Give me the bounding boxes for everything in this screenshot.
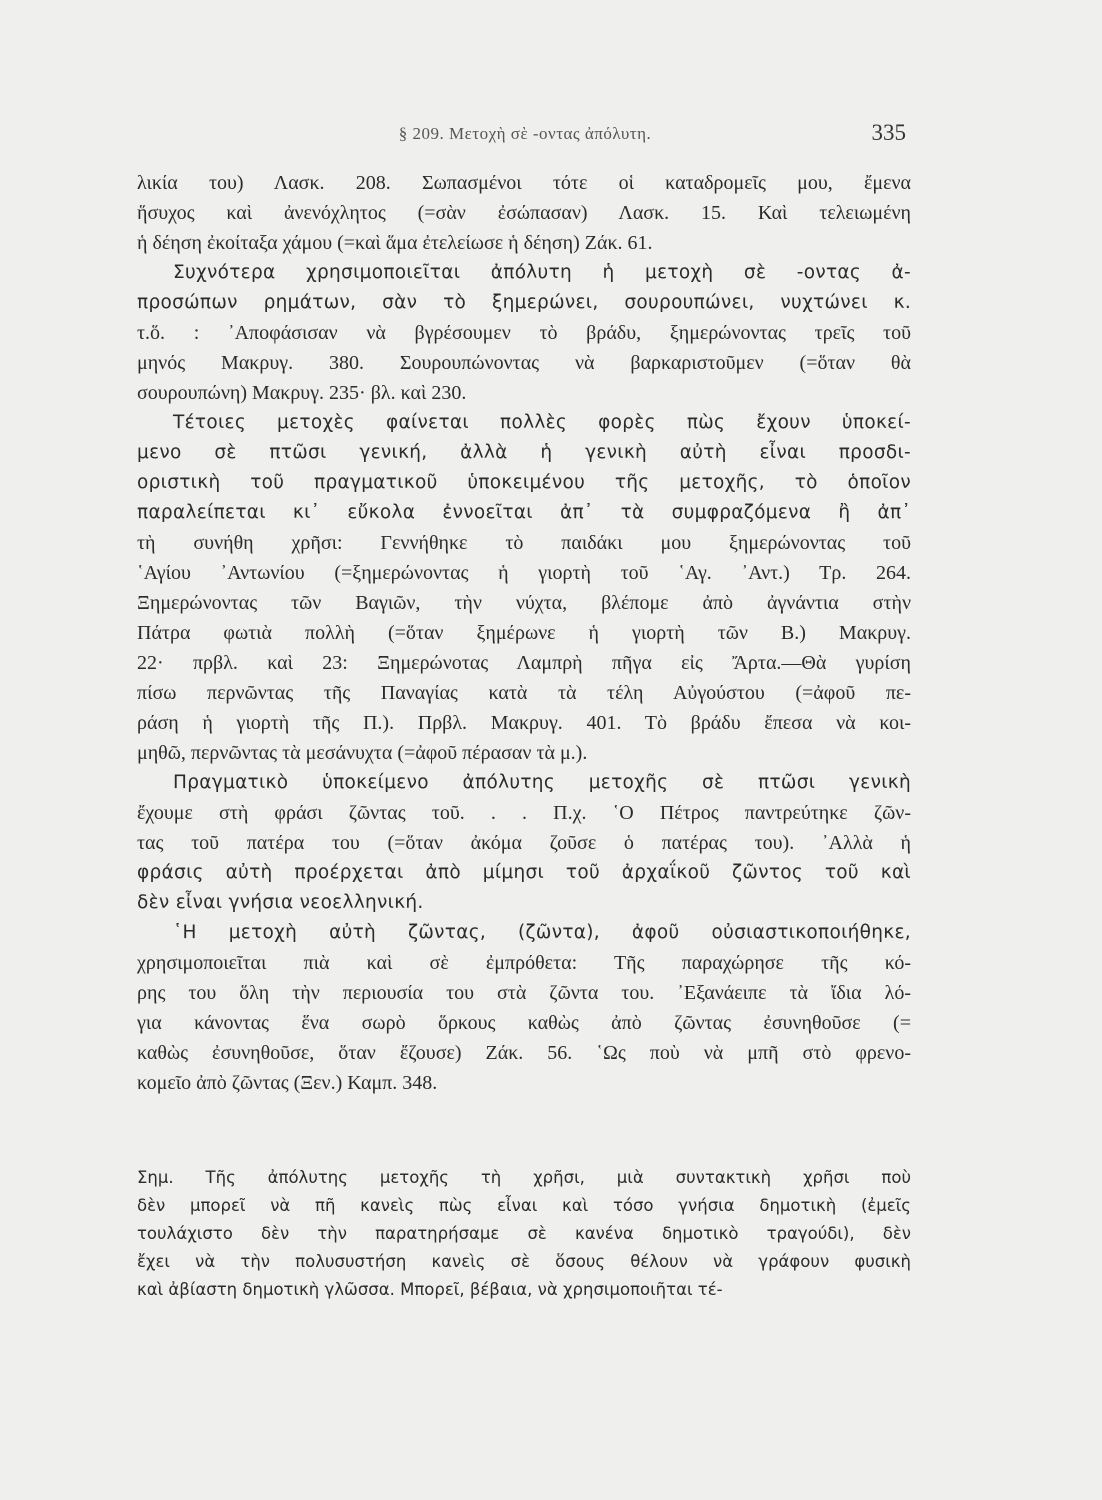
- text-line: ῾Αγίου ᾿Αντωνίου (=ξημερώνοντας ἡ γιορτὴ τοῦ ῾Αγ. ᾿Αντ.) Τρ. 264.: [137, 562, 911, 584]
- text-line: ράση ἡ γιορτὴ τῆς Π.). Πρβλ. Μακρυγ. 401. Τὸ βράδυ ἔπεσα νὰ κοι-: [137, 712, 911, 734]
- running-head: § 209. Μετοχὴ σὲ -οντας ἀπόλυτη.: [398, 124, 652, 143]
- text-line: πίσω περνῶντας τῆς Παναγίας κατὰ τὰ τέλη Αὐγούστου (=ἀφοῦ πε-: [137, 682, 911, 704]
- text-line: ἥσυχος καὶ ἀνενόχλητος (=σὰν ἐσώπασαν) Λασκ. 15. Καὶ τελειωμένη: [137, 202, 911, 224]
- text-line: λικία του) Λασκ. 208. Σωπασμένοι τότε οἱ καταδρομεῖς μου, ἔμενα: [137, 172, 911, 194]
- note-line: καὶ ἀβίαστη δημοτικὴ γλῶσσα. Μπορεῖ, βέβαια, νὰ χρησιμοποιῆται τέ-: [137, 1280, 723, 1299]
- text-line: τας τοῦ πατέρα του (=ὅταν ἀκόμα ζοῦσε ὁ πατέρας του). ᾿Αλλὰ ἡ: [137, 832, 911, 854]
- text-line: χρησιμοποιεῖται πιὰ καὶ σὲ ἐμπρόθετα: Τῆς παραχώρησε τῆς κό-: [137, 952, 911, 974]
- note-line: ἔχει νὰ τὴν πολυσυστήση κανεὶς σὲ ὅσους θέλουν νὰ γράφουν φυσικὴ: [137, 1252, 911, 1271]
- footnote: [137, 1164, 911, 1304]
- text-line: ἔχουμε στὴ φράσι ζῶντας τοῦ. . . Π.χ. ῾Ο Πέτρος παντρεύτηκε ζῶν-: [137, 802, 911, 824]
- text-line: τὴ συνήθη χρῆσι: Γεννήθηκε τὸ παιδάκι μου ξημερώνοντας τοῦ: [137, 532, 911, 554]
- text-line: παραλείπεται κι᾿ εὔκολα ἐννοεῖται ἀπ᾿ τὰ συμφραζόμενα ἢ ἀπ᾿: [137, 502, 911, 523]
- note-line: Σημ. Τῆς ἀπόλυτης μετοχῆς τὴ χρῆσι, μιὰ συντακτικὴ χρῆσι ποὺ: [137, 1168, 911, 1187]
- body-text: [137, 168, 911, 1098]
- page-header: [140, 120, 910, 154]
- text-line: μηθῶ, περνῶντας τὰ μεσάνυχτα (=ἀφοῦ πέρασαν τὰ μ.).: [137, 742, 588, 764]
- text-line: κομεῖο ἀπὸ ζῶντας (Ξεν.) Καμπ. 348.: [137, 1072, 438, 1094]
- paragraph-start: ῾Η μετοχὴ αὐτὴ ζῶντας, (ζῶντα), ἀφοῦ οὐσιαστικοποιήθηκε,: [173, 922, 911, 943]
- paragraph-start: Συχνότερα χρησιμοποιεῖται ἀπόλυτη ἡ μετοχὴ σὲ -οντας ἀ-: [173, 262, 911, 283]
- text-line: τ.ὅ. : ᾿Αποφάσισαν νὰ βγρέσουμεν τὸ βράδυ, ξημερώνοντας τρεῖς τοῦ: [137, 322, 911, 344]
- paragraph-start: Πραγματικὸ ὑποκείμενο ἀπόλυτης μετοχῆς σὲ πτῶσι γενικὴ: [173, 772, 911, 793]
- text-line: φράσις αὐτὴ προέρχεται ἀπὸ μίμησι τοῦ ἀρχαΐκοῦ ζῶντος τοῦ καὶ: [137, 862, 911, 883]
- text-line: Πάτρα φωτιὰ πολλὴ (=ὅταν ξημέρωνε ἡ γιορτὴ τῶν Β.) Μακρυγ.: [137, 622, 911, 644]
- text-line: ρης του ὅλη τὴν περιουσία του στὰ ζῶντα του. ᾿Εξανάειπε τὰ ἴδια λό-: [137, 982, 911, 1004]
- paragraph-start: Τέτοιες μετοχὲς φαίνεται πολλὲς φορὲς πὼς ἔχουν ὑποκεί-: [173, 412, 911, 433]
- text-line: Ξημερώνοντας τῶν Βαγιῶν, τὴν νύχτα, βλέπομε ἀπὸ ἀγνάντια στὴν: [137, 592, 911, 614]
- text-line: ἡ δέηση ἐκοίταξα χάμου (=καὶ ἅμα ἐτελείωσε ἡ δέηση) Ζάκ. 61.: [137, 232, 653, 254]
- text-line: καθὼς ἐσυνηθοῦσε, ὅταν ἔζουσε) Ζάκ. 56. ῾Ως ποὺ νὰ μπῆ στὸ φρενο-: [137, 1042, 911, 1064]
- text-line: σουρουπώνη) Μακρυγ. 235· βλ. καὶ 230.: [137, 382, 467, 404]
- page-number: 335: [871, 120, 906, 145]
- text-line: μενο σὲ πτῶσι γενική, ἀλλὰ ἡ γενικὴ αὐτὴ εἶναι προσδι-: [137, 442, 911, 463]
- note-line: δὲν μπορεῖ νὰ πῆ κανεὶς πὼς εἶναι καὶ τόσο γνήσια δημοτικὴ (ἐμεῖς: [137, 1196, 911, 1215]
- note-line: τουλάχιστο δὲν τὴν παρατηρήσαμε σὲ κανένα δημοτικὸ τραγούδι), δὲν: [137, 1224, 911, 1243]
- text-line: μηνός Μακρυγ. 380. Σουρουπώνοντας νὰ βαρκαριστοῦμεν (=ὅταν θὰ: [137, 352, 911, 374]
- text-line: οριστικὴ τοῦ πραγματικοῦ ὑποκειμένου τῆς μετοχῆς, τὸ ὁποῖον: [137, 472, 911, 493]
- text-line: 22· πρβλ. καὶ 23: Ξημερώνοτας Λαμπρὴ πῆγα εἰς Ἄρτα.—Θὰ γυρίση: [137, 652, 911, 674]
- text-line: δὲν εἶναι γνήσια νεοελληνική.: [137, 892, 424, 913]
- text-line: για κάνοντας ἕνα σωρὸ ὅρκους καθὼς ἀπὸ ζῶντας ἐσυνηθοῦσε (=: [137, 1012, 911, 1034]
- text-line: προσώπων ρημάτων, σὰν τὸ ξημερώνει, σουρουπώνει, νυχτώνει κ.: [137, 292, 911, 313]
